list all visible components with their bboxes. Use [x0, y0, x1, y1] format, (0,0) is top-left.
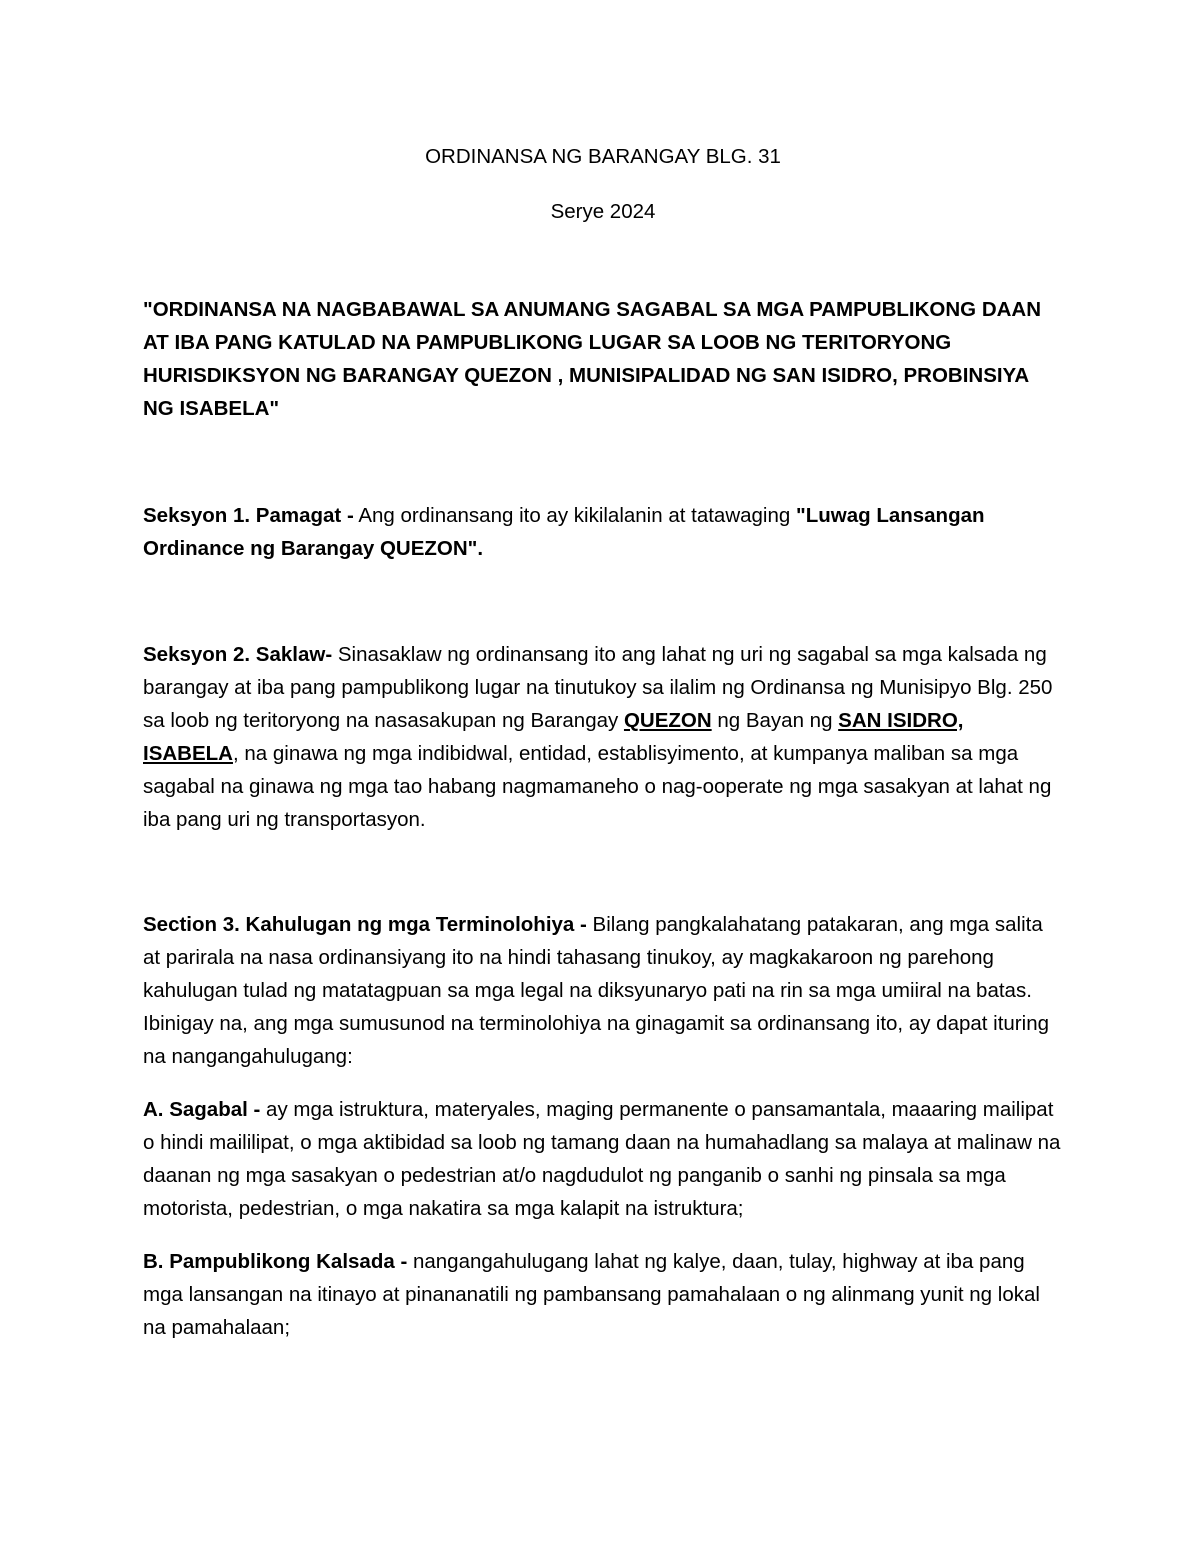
- definition-item: [143, 1093, 1063, 1225]
- document-title: ORDINANSA NG BARANGAY BLG. 31: [425, 145, 781, 168]
- definition-term: B. Pampublikong Kalsada -: [143, 1250, 408, 1273]
- section-2-text-c: , na ginawa ng mga indibidwal, entidad, establisyimento, at kumpanya maliban sa mga sagabal na ginawa ng mga tao habang nagmamaneho o nag-ooperate ng mga sasakyan at lahat ng iba pang uri ng transportasyon.: [143, 742, 1052, 831]
- section-1-text: Ang ordinansang ito ay kikilalanin at tatawaging: [353, 504, 796, 527]
- definition-text: ay mga istruktura, materyales, maging permanente o pansamantala, maaaring mailipat o hindi maililipat, o mga aktibidad sa loob ng tamang daan na humahadlang sa malaya at malinaw na daanan ng mga sasakyan o pedestrian at/o nagdudulot ng panganib o sanhi ng pinsala sa mga motorista, pedestrian, o mga nakatira sa mga kalapit na istruktura;: [143, 1098, 1061, 1220]
- section-3: [143, 908, 1063, 1073]
- ordinance-heading: "ORDINANSA NA NAGBABAWAL SA ANUMANG SAGABAL SA MGA PAMPUBLIKONG DAAN AT IBA PANG KATULAD NA PAMPUBLIKONG LUGAR SA LOOB NG TERITORYONG HURISDIKSYON NG BARANGAY QUEZON , MUNISIPALIDAD NG SAN ISIDRO, PROBINSIYA NG ISABELA": [143, 298, 1042, 420]
- document-series: Serye 2024: [550, 200, 656, 223]
- definition-text: nangangahulugang lahat ng kalye, daan, tulay, highway at iba pang mga lansangan na itinayo at pinananatili ng pambansang pamahalaan o ng alinmang yunit ng lokal na pamahalaan;: [143, 1250, 1040, 1339]
- section-2-barangay: QUEZON: [623, 709, 712, 732]
- section-1: [143, 499, 1063, 565]
- definition-term: A. Sagabal -: [143, 1098, 261, 1121]
- section-3-label: Section 3. Kahulugan ng mga Terminolohiya -: [143, 913, 587, 936]
- section-3-text: Bilang pangkalahatang patakaran, ang mga salita at parirala na nasa ordinansiyang ito na hindi tahasang tinukoy, ay magkakaroon ng parehong kahulugan tulad ng matatagpuan sa mga legal na diksyunaryo pati na rin sa mga umiiral na batas. Ibinigay na, ang mga sumusunod na terminolohiya na ginagamit sa ordinansang ito, ay dapat ituring na nangangahulugang:: [143, 913, 1049, 1068]
- section-1-label: Seksyon 1. Pamagat -: [143, 504, 354, 527]
- section-2-text-b: ng Bayan ng: [711, 709, 839, 732]
- section-2-municipality: SAN ISIDRO, ISABELA: [143, 709, 964, 765]
- definition-item: [143, 1245, 1063, 1344]
- section-1-short-title: "Luwag Lansangan Ordinance ng Barangay QUEZON".: [143, 504, 985, 560]
- document-page: [143, 140, 1063, 1344]
- section-2-text-a: Sinasaklaw ng ordinansang ito ang lahat ng uri ng sagabal sa mga kalsada ng barangay at iba pang pampublikong lugar na tinutukoy sa ilalim ng Ordinansa ng Munisipyo Blg. 250 sa loob ng teritoryong na nasasakupan ng Barangay: [143, 643, 1053, 732]
- section-2: [143, 638, 1063, 836]
- section-2-label: Seksyon 2. Saklaw-: [143, 643, 333, 666]
